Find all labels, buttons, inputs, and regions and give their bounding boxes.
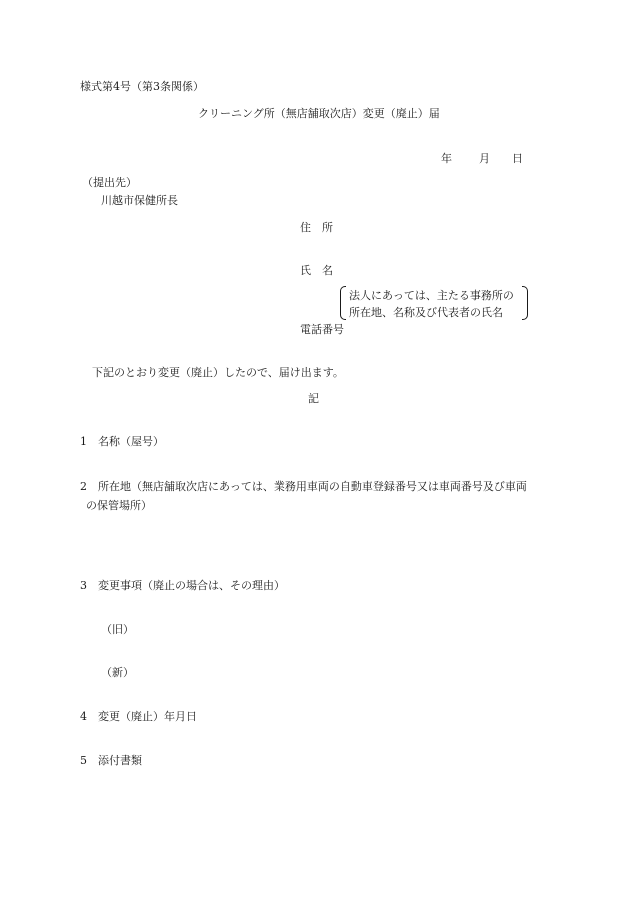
corporation-note-line2: 所在地、名称及び代表者の氏名 bbox=[349, 306, 503, 319]
recipient-label: （提出先） bbox=[82, 176, 137, 189]
item-2-location: 2 所在地（無店舗取次店にあっては、業務用車両の自動車登録番号又は車両番号及び車両 bbox=[80, 480, 527, 493]
item-1-name: 1 名称（屋号） bbox=[80, 435, 164, 448]
corporation-note-line1: 法人にあっては、主たる事務所の bbox=[349, 289, 514, 302]
item-2-location-cont: の保管場所） bbox=[86, 499, 152, 512]
item-5-attachments: 5 添付書類 bbox=[80, 754, 142, 767]
item-4-date: 4 変更（廃止）年月日 bbox=[80, 710, 197, 723]
address-label: 住 所 bbox=[300, 221, 333, 234]
statement: 下記のとおり変更（廃止）したので、届け出ます。 bbox=[92, 366, 344, 379]
right-bracket bbox=[522, 286, 528, 320]
form-title: クリーニング所（無店舗取次店）変更（廃止）届 bbox=[198, 107, 440, 120]
name-label: 氏 名 bbox=[300, 264, 333, 277]
item-3-new: （新） bbox=[101, 666, 134, 679]
date-day-label: 日 bbox=[512, 152, 523, 165]
item-3-old: （旧） bbox=[101, 623, 134, 636]
left-bracket bbox=[340, 286, 346, 320]
item-3-changes: 3 変更事項（廃止の場合は、その理由） bbox=[80, 579, 285, 592]
date-month-label: 月 bbox=[479, 152, 490, 165]
form-number: 様式第4号（第3条関係） bbox=[80, 80, 204, 93]
corporation-note bbox=[340, 286, 528, 320]
ki-heading: 記 bbox=[308, 392, 319, 405]
phone-label: 電話番号 bbox=[300, 323, 344, 336]
recipient-name: 川越市保健所長 bbox=[101, 194, 178, 207]
date-year-label: 年 bbox=[441, 152, 452, 165]
